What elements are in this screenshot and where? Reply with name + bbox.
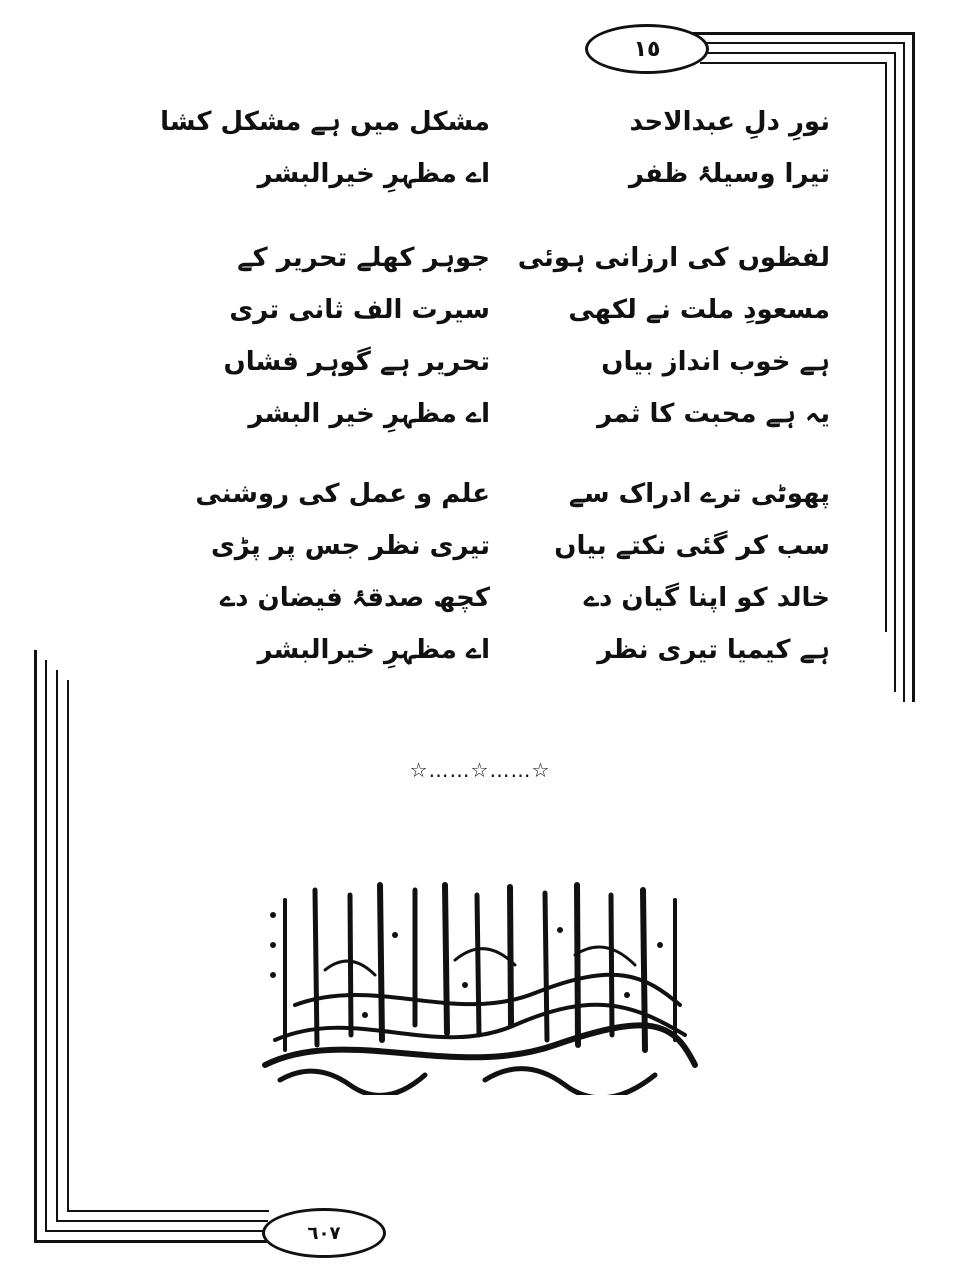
- verse-left: علم و عمل کی روشنی: [195, 479, 490, 509]
- verse-right: پھوٹی ترے ادراک سے: [568, 479, 830, 509]
- verse-left: اے مظہرِ خیر البشر: [248, 399, 490, 429]
- verse-left: جوہر کھلے تحریر کے: [237, 243, 490, 273]
- stanza-2: [150, 232, 850, 440]
- chapter-number: ١٥: [633, 36, 661, 62]
- verse-left: سیرت الف ثانی تری: [229, 295, 490, 325]
- verse-right: ہے کیمیا تیری نظر: [597, 635, 830, 665]
- verse-left: کچھ صدقۂ فیضان دے: [219, 583, 490, 613]
- verse-right: خالد کو اپنا گیان دے: [583, 583, 830, 613]
- page-oval-bottom: [262, 1208, 386, 1258]
- verse-line: [150, 232, 850, 284]
- verse-left: مشکل میں ہے مشکل کشا: [160, 107, 490, 137]
- stanza-3: [150, 468, 850, 676]
- verse-right: مسعودِ ملت نے لکھی: [568, 295, 830, 325]
- verse-left: اے مظہرِ خیرالبشر: [257, 635, 490, 665]
- verse-right: سب کر گئی نکتے بیاں: [554, 531, 830, 561]
- verse-right: یہ ہے محبت کا ثمر: [597, 399, 830, 429]
- verse-line: [150, 624, 850, 676]
- verse-line: [150, 572, 850, 624]
- verse-right: تیرا وسیلۂ ظفر: [628, 159, 830, 189]
- page-oval-top: [585, 24, 709, 74]
- verse-line: [150, 468, 850, 520]
- verse-right: نورِ دلِ عبدالاحد: [629, 107, 830, 137]
- verse-line: [150, 96, 850, 148]
- verse-line: [150, 148, 850, 200]
- verse-left: تیری نظر جس پر پڑی: [210, 531, 490, 561]
- stanza-1: [150, 96, 850, 200]
- verse-left: تحریر ہے گوہر فشاں: [223, 347, 490, 377]
- verse-line: [150, 284, 850, 336]
- verse-right: لفظوں کی ارزانی ہوئی: [517, 243, 830, 273]
- verse-line: [150, 520, 850, 572]
- verse-left: اے مظہرِ خیرالبشر: [257, 159, 490, 189]
- verse-line: [150, 388, 850, 440]
- verse-line: [150, 336, 850, 388]
- calligraphy-emblem: [255, 875, 700, 1095]
- verse-right: ہے خوب انداز بیاں: [601, 347, 830, 377]
- page-number: ٦٠٧: [307, 1222, 341, 1244]
- star-separator: ☆……☆……☆: [409, 758, 551, 782]
